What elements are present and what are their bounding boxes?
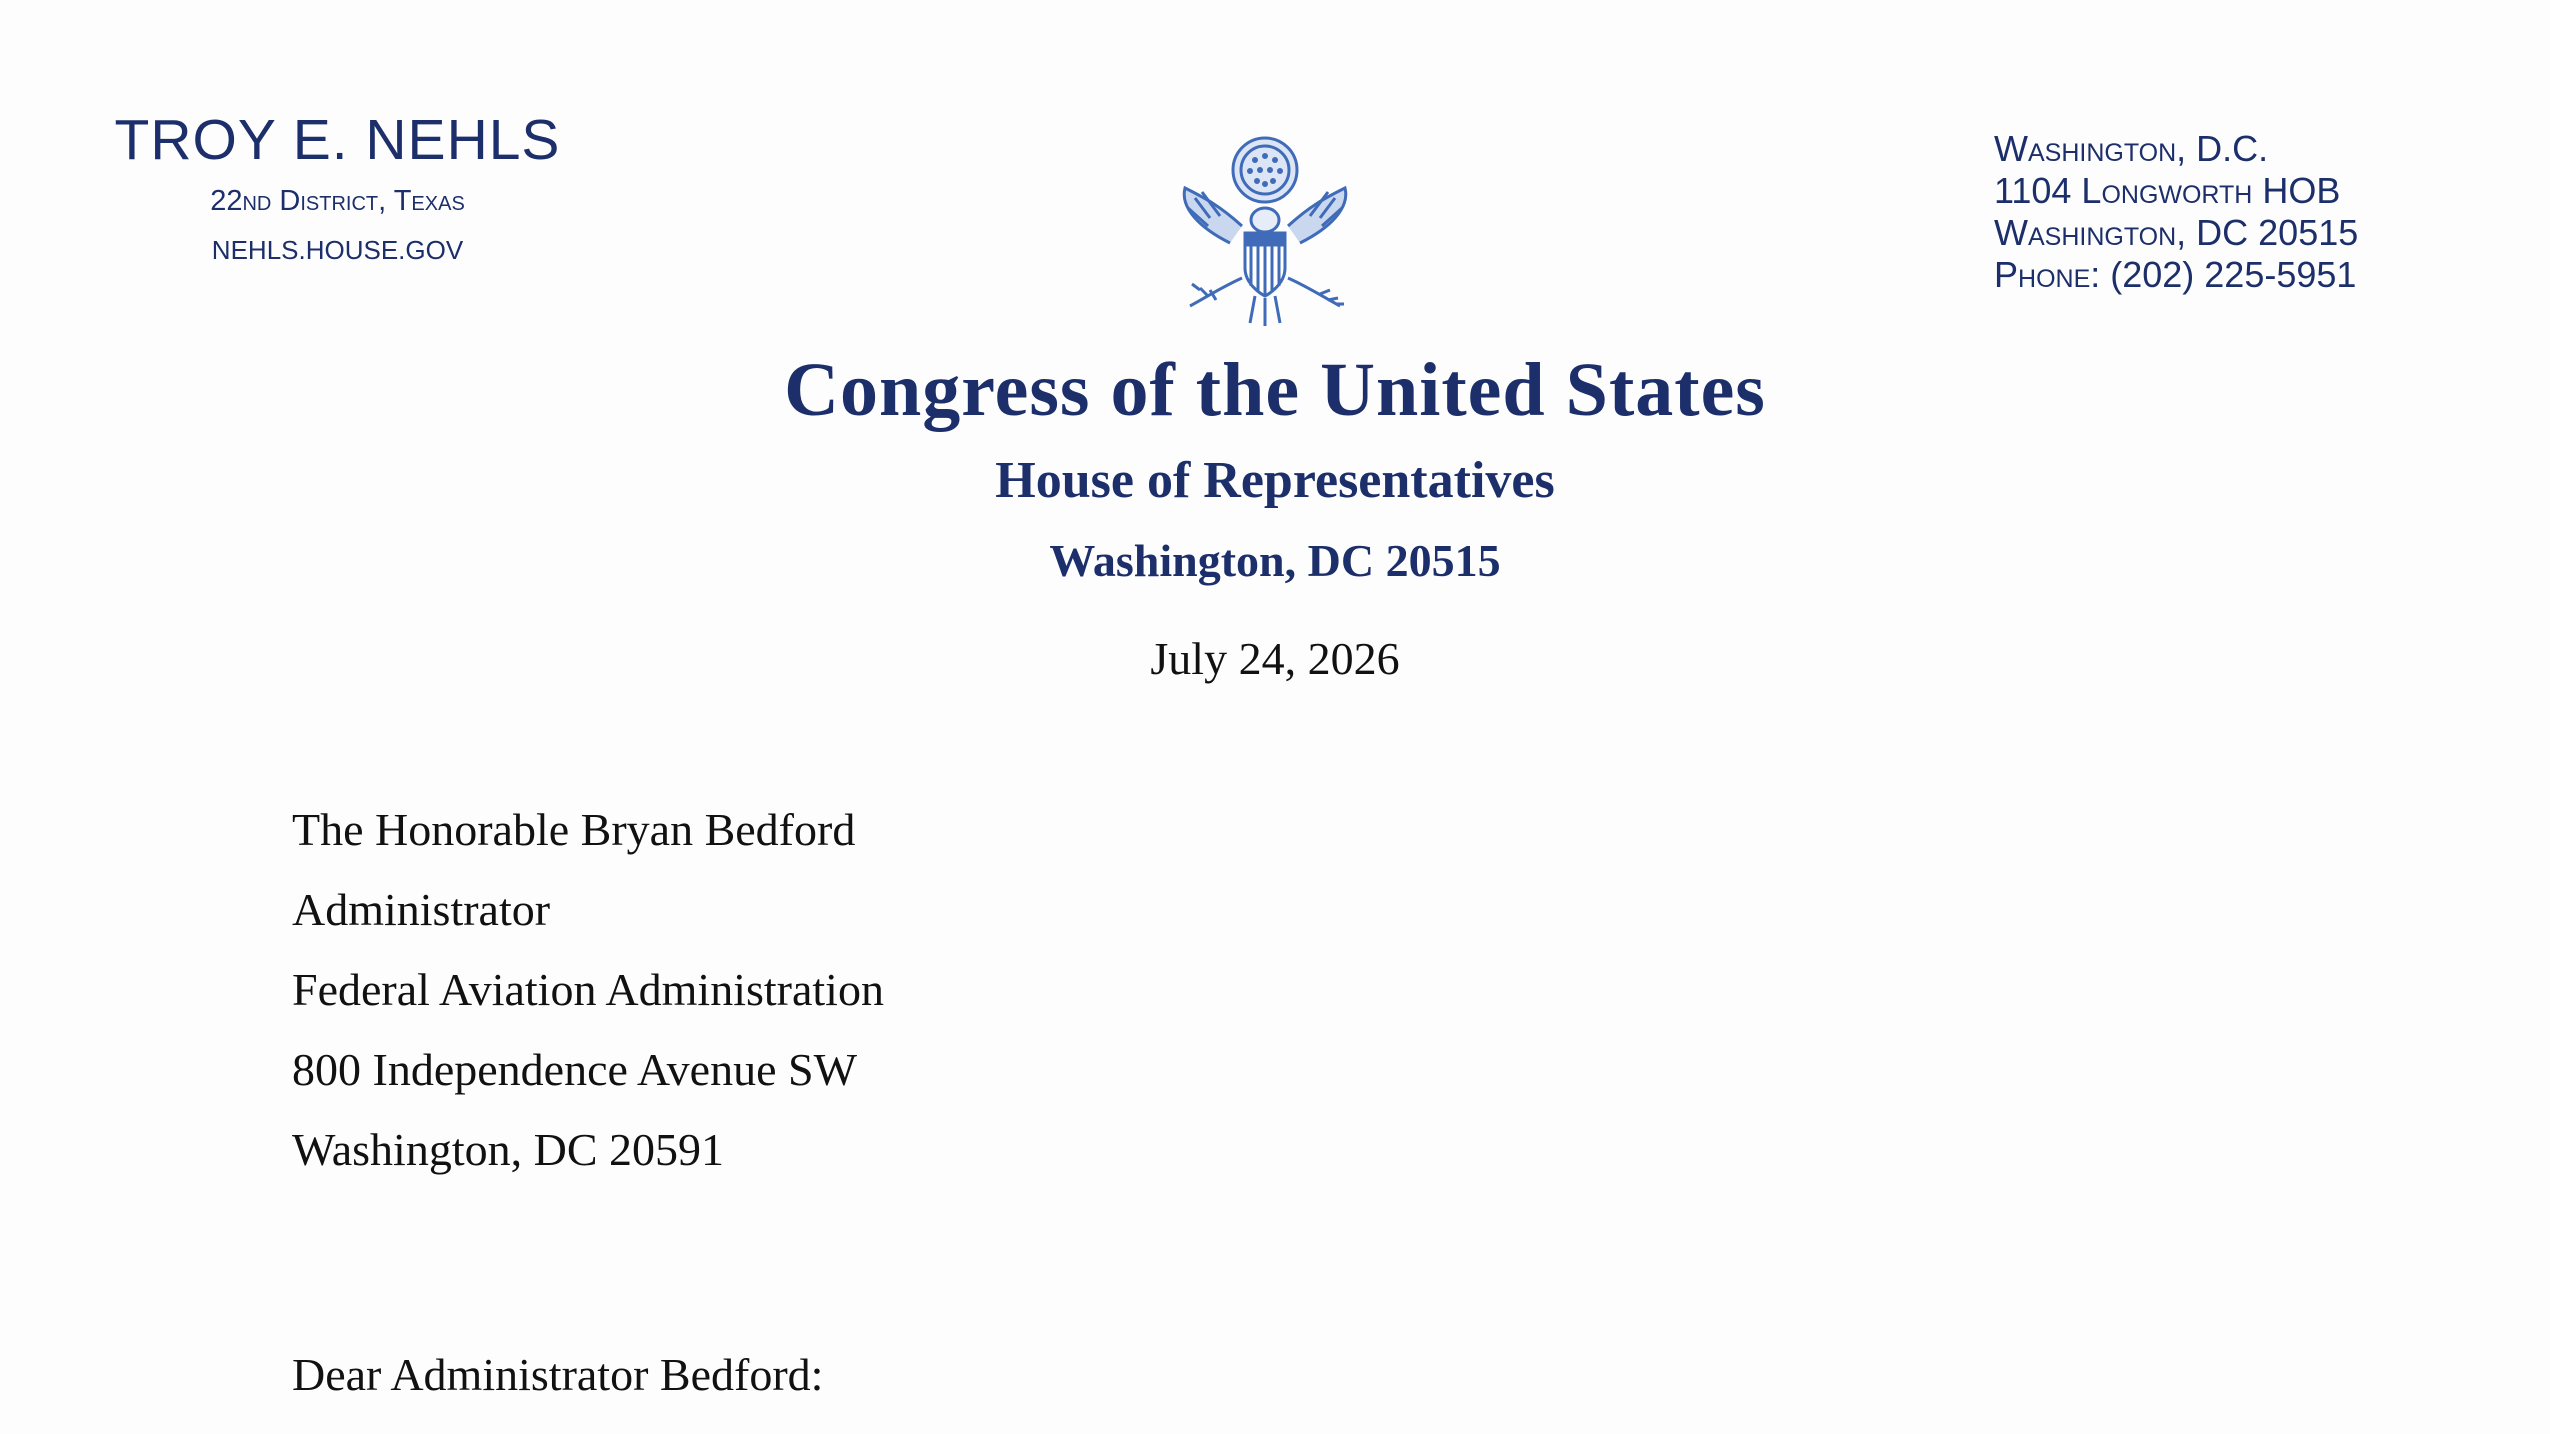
member-website: NEHLS.HOUSE.GOV [211,235,464,265]
dc-office-address [1994,128,2358,296]
letterhead-title: Congress of the United States [784,348,1766,432]
letterhead-location: Washington, DC 20515 [1049,535,1501,586]
recipient-city: Washington, DC 20591 [292,1124,725,1175]
recipient-street: 800 Independence Avenue SW [292,1044,858,1095]
letter-date: July 24, 2026 [1150,633,1400,684]
office-phone: Phone: (202) 225-5951 [1994,254,2357,295]
office-city: Washington, DC 20515 [1994,212,2359,253]
recipient-title: Administrator [292,884,551,935]
recipient-agency: Federal Aviation Administration [292,964,884,1015]
office-street: 1104 Longworth HOB [1994,170,2341,211]
member-name: TROY E. NEHLS [114,108,561,172]
letterhead-subtitle: House of Representatives [995,452,1555,509]
member-district: 22nd District, Texas [210,185,465,217]
salutation: Dear Administrator Bedford: [292,1349,824,1400]
recipient-address [292,790,884,1190]
recipient-name: The Honorable Bryan Bedford [292,804,856,855]
great-seal-eagle-icon [1150,128,1380,338]
office-heading: Washington, D.C. [1994,128,2269,169]
